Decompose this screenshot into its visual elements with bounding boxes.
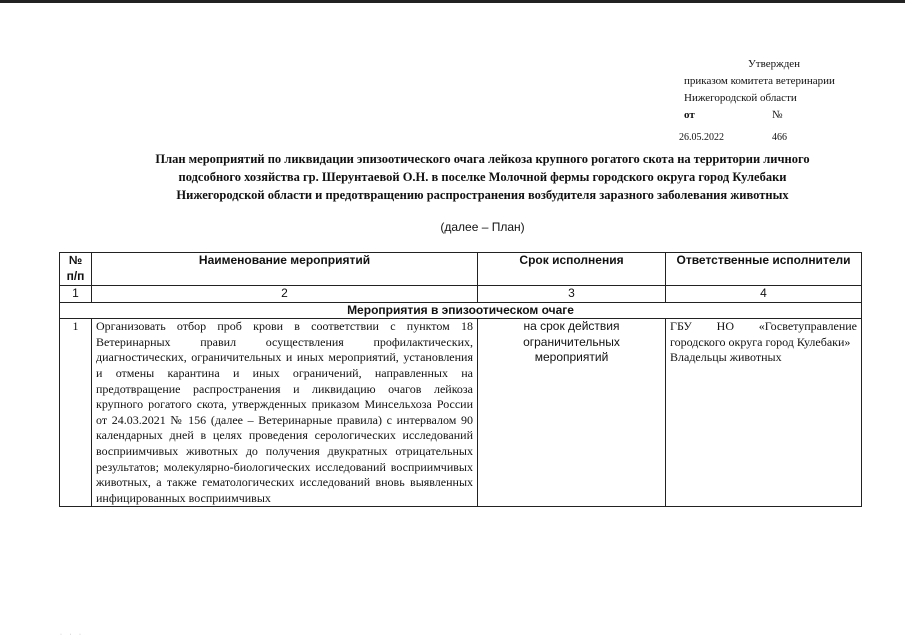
plan-title-line-3: Нижегородской области и предотвращению распространения возбудителя заразного заболевания животных [176,188,789,202]
plan-table [59,252,862,507]
row-num: 1 [60,319,92,507]
header-term: Срок исполнения [478,253,666,286]
row-resp-2: Владельцы животных [670,350,782,365]
scan-artifact: · · · [60,632,84,638]
approval-line-1: Утвержден [748,58,801,70]
plan-subtitle: (далее – План) [440,220,525,234]
approval-block [679,56,835,146]
approval-date-row [679,129,835,146]
plan-title-line-2: подсобного хозяйства гр. Шерунтаевой О.Н. в поселке Молочной фермы городского округа город Кулебаки [178,170,787,184]
table-header-row [60,253,862,286]
column-number-1: 1 [60,286,92,303]
row-resp [666,319,862,507]
approval-ot-row [684,107,835,124]
approval-number: 466 [772,132,787,143]
column-number-row [60,286,862,303]
header-name: Наименование мероприятий [92,253,478,286]
row-term [478,319,666,507]
plan-title [60,150,905,204]
column-number-2: 2 [92,286,478,303]
approval-date: 26.05.2022 [679,132,724,143]
approval-num-label: № [772,109,783,121]
approval-line-3: Нижегородской области [684,92,797,104]
plan-title-line-1: План мероприятий по ликвидации эпизоотического очага лейкоза крупного рогатого скота на территории личного [155,152,810,166]
table-row [60,319,862,507]
header-resp: Ответственные исполнители [666,253,862,286]
section-row [60,302,862,319]
column-number-4: 4 [666,286,862,303]
header-num: № п/п [60,253,92,286]
section-title: Мероприятия в эпизоотическом очаге [60,302,862,319]
row-name: Организовать отбор проб крови в соответствии с пунктом 18 Ветеринарных правил осуществления профилактических, диагностических, ограничительных и иных мероприятий, установления и отмены карантина и иных ограничений, направленных на предотвращение распространения и ликвидацию очагов лейкоза крупного рогатого скота, утвержденных приказом Минсельхоза России от 24.03.2021 № 156 (далее – Ветеринарные правила) с интервалом 90 календарных дней в целях проведения серологических исследований восприимчивых животных до получения двукратных отрицательных результатов; молекулярно-биологических исследований восприимчивых животных, а также гематологических исследований вновь выявленных инфицированных восприимчивых [92,319,478,507]
approval-ot-label: от [684,109,695,121]
row-resp-1: ГБУ НО «Госветуправление городского округа город Кулебаки» [670,319,857,349]
column-number-3: 3 [478,286,666,303]
top-border-line [0,0,905,3]
approval-line-2: приказом комитета ветеринарии [684,75,835,87]
row-term-text: на срок действия ограничительных мероприятий [523,319,620,365]
